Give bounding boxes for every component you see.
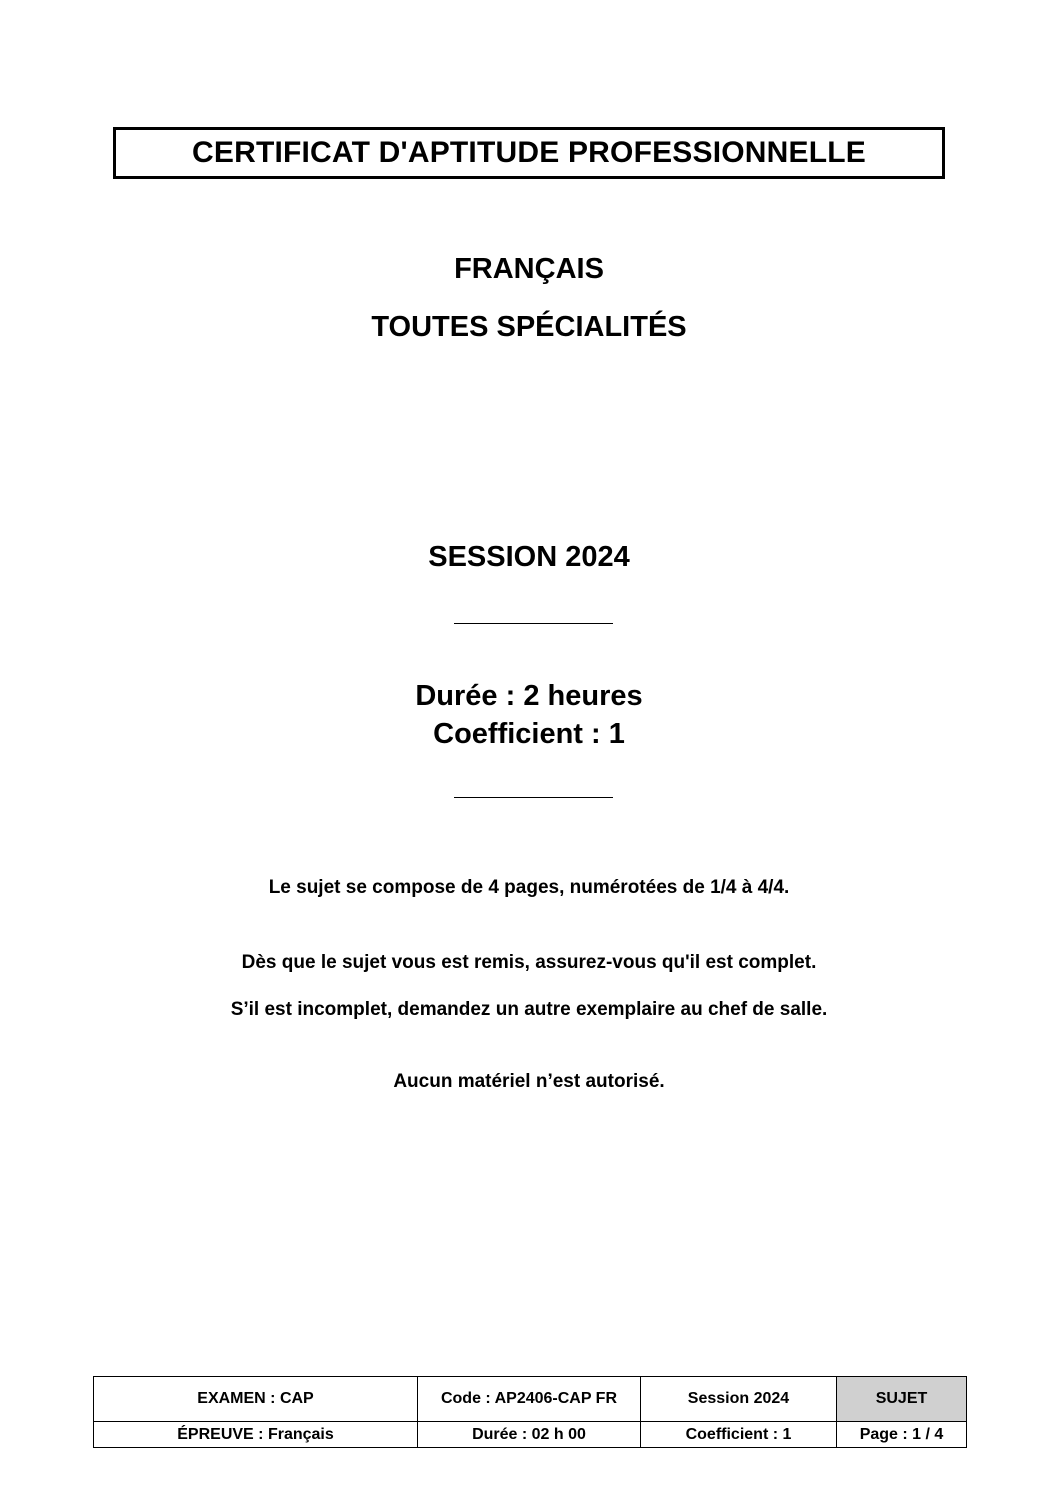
divider-top (454, 623, 613, 624)
instruction-check-complete: Dès que le sujet vous est remis, assurez-vous qu'il est complet. (241, 952, 817, 973)
footer-coefficient-cell: Coefficient : 1 (641, 1422, 837, 1448)
footer-duration-cell: Durée : 02 h 00 (418, 1422, 641, 1448)
instruction-ask-copy: S’il est incomplet, demandez un autre exemplaire au chef de salle. (230, 999, 828, 1020)
footer-page-cell: Page : 1 / 4 (837, 1422, 967, 1448)
subject-specialties: TOUTES SPÉCIALITÉS (371, 311, 687, 343)
footer-exam-cell: EXAMEN : CAP (94, 1377, 418, 1422)
footer-row-exam (94, 1377, 967, 1422)
footer-session-cell: Session 2024 (641, 1377, 837, 1422)
exam-duration: Durée : 2 heures (415, 680, 643, 712)
exam-title: CERTIFICAT D'APTITUDE PROFESSIONNELLE (192, 136, 866, 169)
exam-coefficient: Coefficient : 1 (433, 718, 625, 750)
footer-epreuve-cell: ÉPREUVE : Français (94, 1422, 418, 1448)
session-label: SESSION 2024 (428, 541, 630, 573)
instruction-page-count: Le sujet se compose de 4 pages, numérotées de 1/4 à 4/4. (268, 877, 790, 898)
instruction-no-material: Aucun matériel n’est autorisé. (393, 1071, 665, 1092)
footer-info-table (93, 1376, 967, 1448)
footer-row-epreuve (94, 1422, 967, 1448)
footer-code-cell: Code : AP2406-CAP FR (418, 1377, 641, 1422)
exam-title-box (113, 127, 945, 179)
footer-sujet-cell: SUJET (837, 1377, 967, 1422)
divider-bottom (454, 797, 613, 798)
subject-name: FRANÇAIS (454, 253, 604, 285)
